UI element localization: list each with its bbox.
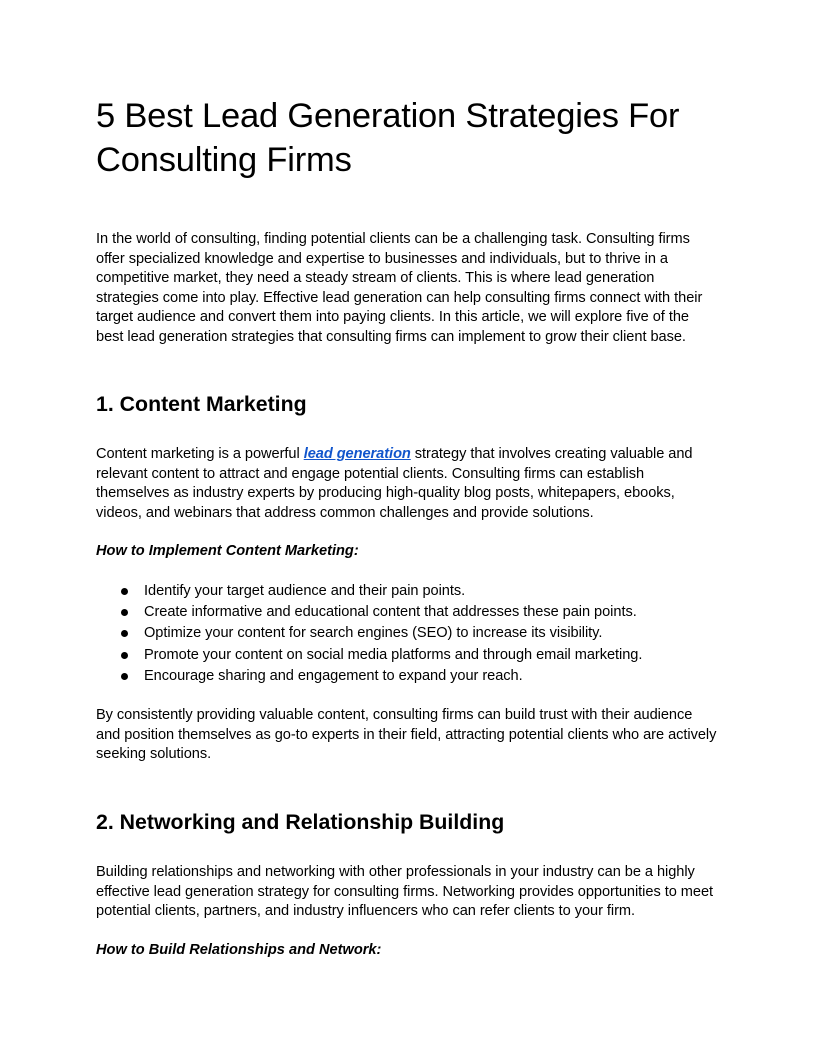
list-item: Create informative and educational content that addresses these pain points.: [96, 602, 720, 623]
section1-subheading: How to Implement Content Marketing:: [96, 543, 359, 559]
section1-bullet-list: [96, 581, 720, 687]
section2-heading: 2. Networking and Relationship Building: [96, 810, 505, 834]
list-item: Promote your content on social media platforms and through email marketing.: [96, 645, 720, 666]
section1-text-before-link: Content marketing is a powerful: [96, 446, 304, 462]
bullet-dot-icon: [121, 609, 128, 616]
intro-paragraph: In the world of consulting, finding potential clients can be a challenging task. Consulting firms offer specialized knowledge and expertise to businesses and individuals, but to thrive in a competitive market, they need a steady stream of clients. This is where lead generation strategies come into play. Effective lead generation can help consulting firms connect with their target audience and convert them into paying clients. In this article, we will explore five of the best lead generation strategies that consulting firms can implement to grow their client base.: [96, 231, 703, 345]
section1-text-after-link: strategy that involves creating valuable and relevant content to attract and engage potential clients. Consulting firms can establish themselves as industry experts by producing high-quality blog posts, whitepapers, ebooks, videos, and webinars that address common challenges and provide solutions.: [96, 446, 693, 521]
document-title: 5 Best Lead Generation Strategies For Consulting Firms: [96, 97, 680, 179]
bullet-dot-icon: [121, 630, 128, 637]
lead-generation-link[interactable]: lead generation: [303, 446, 411, 462]
bullet-dot-icon: [121, 673, 128, 680]
section1-heading: 1. Content Marketing: [96, 392, 307, 416]
list-item: Optimize your content for search engines (SEO) to increase its visibility.: [96, 623, 720, 644]
section1-closing-paragraph: By consistently providing valuable content, consulting firms can build trust with their audience and position themselves as go-to experts in their field, attracting potential clients who are actively seeking solutions.: [96, 707, 717, 763]
section2-subheading: How to Build Relationships and Network:: [96, 942, 382, 958]
section2-paragraph: Building relationships and networking with other professionals in your industry can be a highly effective lead generation strategy for consulting firms. Networking provides opportunities to meet potential clients, partners, and industry influencers who can refer clients to your firm.: [96, 864, 714, 920]
list-item: Identify your target audience and their pain points.: [96, 581, 720, 602]
section1-paragraph: [96, 445, 720, 523]
bullet-dot-icon: [121, 588, 128, 595]
list-item: Encourage sharing and engagement to expand your reach.: [96, 666, 720, 687]
bullet-dot-icon: [121, 652, 128, 659]
